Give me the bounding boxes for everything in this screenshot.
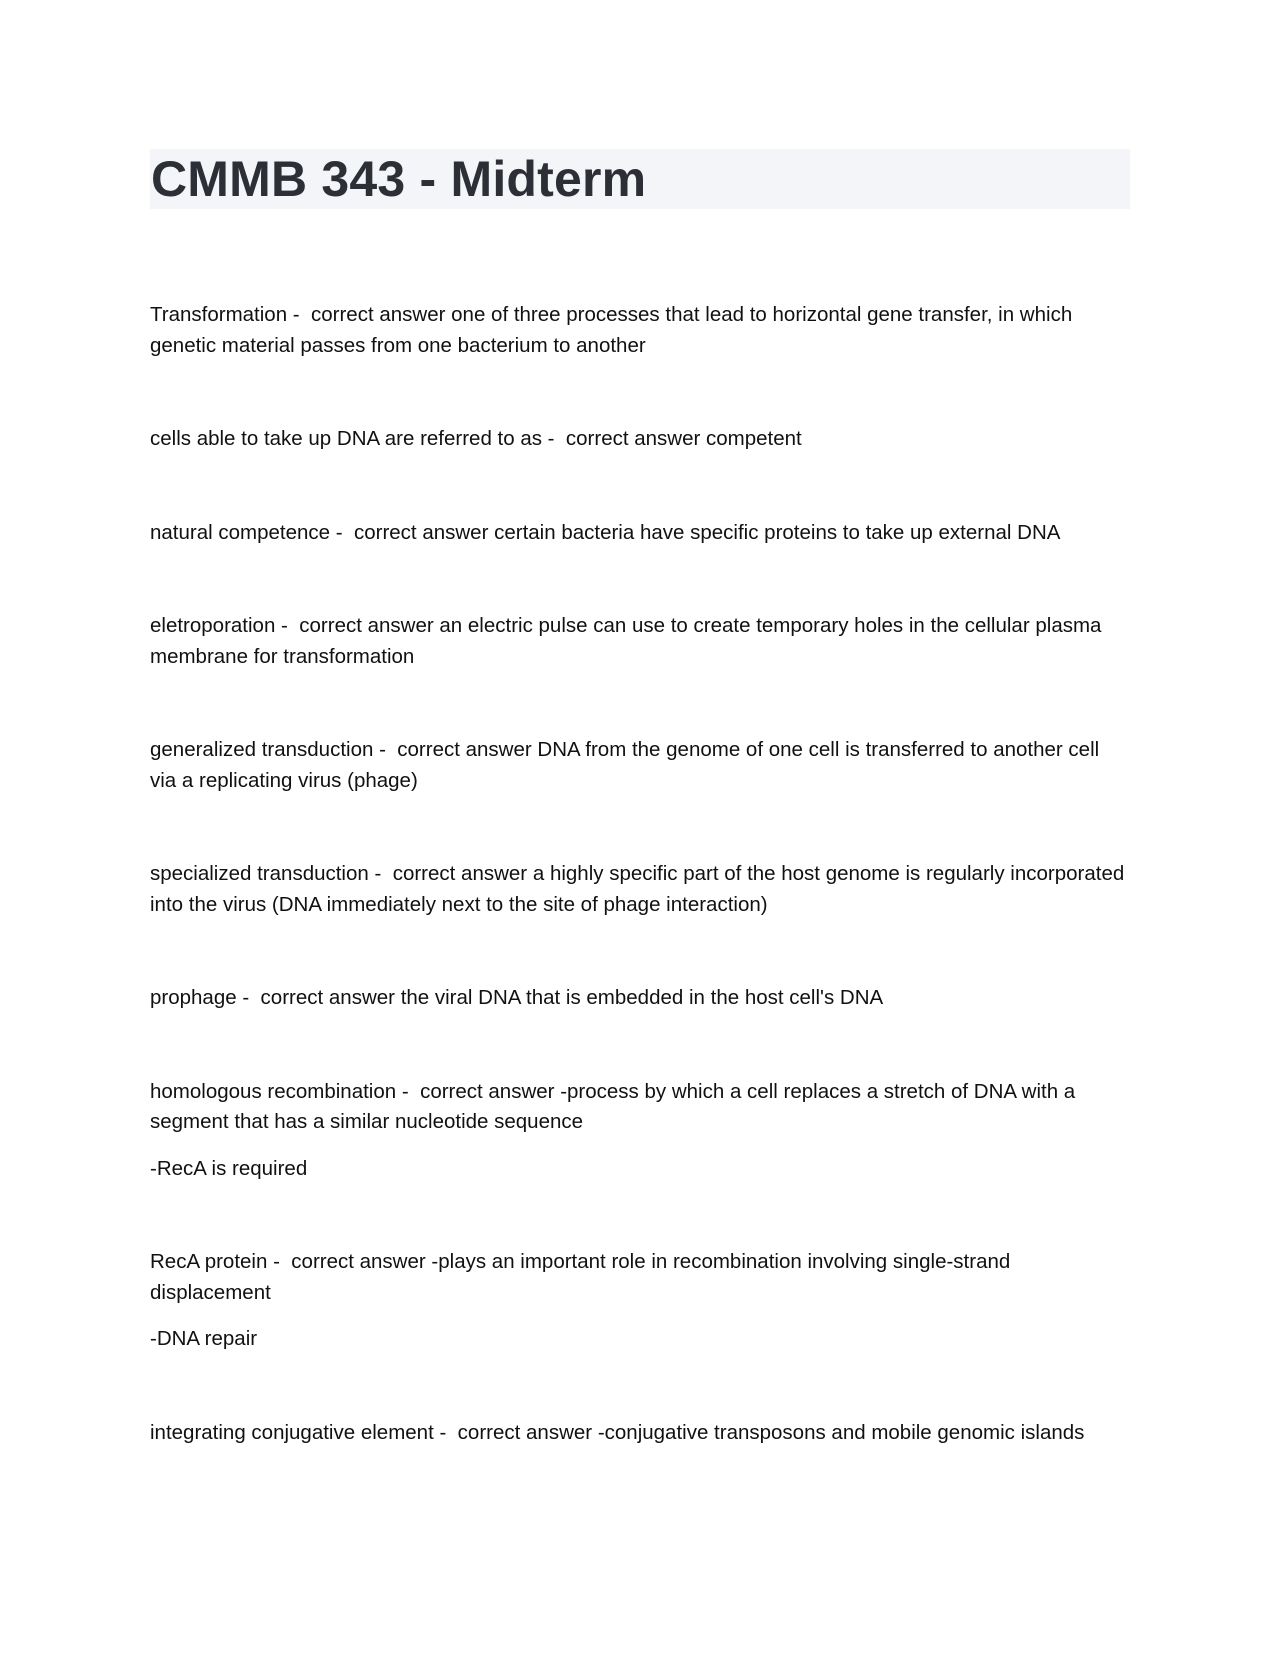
card-term: specialized transduction - correct answer (150, 862, 533, 885)
card-answer: -conjugative transposons and mobile genomic islands (597, 1420, 1085, 1444)
card-term: natural competence - correct answer (150, 520, 495, 544)
card-answer: -plays an important role in recombination involving single-strand displacement (150, 1250, 1011, 1304)
flashcard (150, 1247, 1130, 1355)
flashcard-list (150, 300, 1130, 1448)
card-term: RecA protein - correct answer (150, 1250, 432, 1273)
title-banner (150, 149, 1130, 209)
flashcard (150, 859, 1130, 920)
card-answer-extra: -RecA is required (150, 1156, 308, 1180)
flashcard (150, 735, 1130, 796)
card-answer: an electric pulse can use to create temporary holes in the cellular plasma membrane for transformation (150, 614, 1102, 668)
card-answer: competent (706, 427, 802, 450)
card-term: cells able to take up DNA are referred to as - correct answer (150, 427, 707, 450)
card-term: generalized transduction - correct answer (150, 738, 538, 761)
flashcard (150, 983, 1130, 1014)
flashcard (150, 300, 1130, 361)
card-term: prophage - correct answer (150, 986, 401, 1009)
document-title: CMMB 343 - Midterm (151, 151, 647, 207)
card-answer-extra: -DNA repair (150, 1327, 258, 1350)
card-answer: -process by which a cell replaces a stretch of DNA with a segment that has a similar nucleotide sequence (150, 1079, 1076, 1133)
card-term: Transformation - correct answer (150, 303, 452, 326)
flashcard (150, 1077, 1130, 1185)
flashcard (150, 424, 1130, 455)
card-answer: one of three processes that lead to horizontal gene transfer, in which genetic material passes from one bacterium to another (150, 303, 1073, 357)
flashcard (150, 1418, 1130, 1449)
card-term: integrating conjugative element - correct answer (150, 1420, 598, 1444)
flashcard (150, 611, 1130, 672)
card-term: eletroporation - correct answer (150, 614, 440, 637)
card-answer: certain bacteria have specific proteins to take up external DNA (494, 520, 1061, 544)
card-answer: DNA from the genome of one cell is transferred to another cell via a replicating virus (phage) (150, 738, 1100, 792)
card-answer: the viral DNA that is embedded in the host cell's DNA (400, 986, 884, 1009)
document-page (150, 149, 1130, 1444)
card-answer: a highly specific part of the host genome is regularly incorporated into the virus (DNA immediately next to the site of phage interaction) (150, 862, 1125, 916)
card-term: homologous recombination - correct answer (150, 1079, 561, 1103)
flashcard (150, 518, 1130, 549)
